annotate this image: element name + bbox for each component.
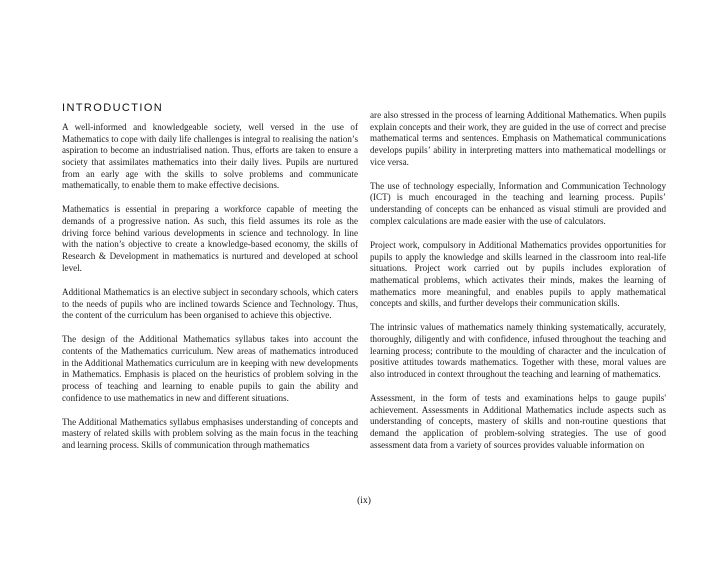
paragraph: Project work, compulsory in Additional Mathematics provides opportunities for pupils to apply the knowledge and skills learned in the classroom into real-life situations. Project work carried out by pupils includes exploration of mathematical problems, which activates their minds, makes the learning of mathematics more meaningful, and enables pupils to apply mathematical concepts and skills, and further develops their communication skills. [370, 239, 666, 309]
right-column [370, 110, 666, 464]
page-number: (ix) [357, 496, 371, 506]
left-column [62, 122, 358, 464]
paragraph: are also stressed in the process of learning Additional Mathematics. When pupils explain concepts and their work, they are guided in the use of correct and precise mathematical terms and sentences. Emphasis on Mathematical communications develops pupils’ ability in interpreting matters into mathematical modellings or vice versa. [370, 110, 666, 167]
paragraph: Mathematics is essential in preparing a workforce capable of meeting the demands of a progressive nation. As such, this field assumes its role as the driving force behind various developments in science and technology. In line with the nation’s objective to create a knowledge-based economy, the skills of Research & Development in mathematics is nurtured and developed at school level. [62, 204, 358, 273]
paragraph: The use of technology especially, Information and Communication Technology (ICT) is much encouraged in the teaching and learning process. Pupils’ understanding of concepts can be enhanced as visual stimuli are provided and complex calculations are made easier with the use of calculators. [370, 180, 666, 226]
paragraph: The intrinsic values of mathematics namely thinking systematically, accurately, thoroughly, diligently and with confidence, infused throughout the teaching and learning process; contribute to the moulding of character and the inculcation of positive attitudes towards mathematics. Together with these, moral values are also introduced in context throughout the teaching and learning of mathematics. [370, 322, 666, 379]
paragraph: Assessment, in the form of tests and examinations helps to gauge pupils' achievement. Assessments in Additional Mathematics include aspects such as understanding of concepts, mastery of skills and non-routine questions that demand the application of problem-solving strategies. The use of good assessment data from a variety of sources provides valuable information on [370, 393, 666, 450]
section-heading: INTRODUCTION [62, 102, 164, 114]
paragraph: A well-informed and knowledgeable society, well versed in the use of Mathematics to cope with daily life challenges is integral to realising the nation’s aspiration to become an industrialised nation. Thus, efforts are taken to ensure a society that assimilates mathematics into their daily lives. Pupils are nurtured from an early age with the skills to solve problems and communicate mathematically, to enable them to make effective decisions. [62, 122, 358, 191]
paragraph: The Additional Mathematics syllabus emphasises understanding of concepts and mastery of related skills with problem solving as the main focus in the teaching and learning process. Skills of communication through mathematics [62, 416, 358, 451]
paragraph: Additional Mathematics is an elective subject in secondary schools, which caters to the needs of pupils who are inclined towards Science and Technology. Thus, the content of the curriculum has been organised to achieve this objective. [62, 286, 358, 321]
paragraph: The design of the Additional Mathematics syllabus takes into account the contents of the Mathematics curriculum. New areas of mathematics introduced in the Additional Mathematics curriculum are in keeping with new developments in Mathematics. Emphasis is placed on the heuristics of problem solving in the process of teaching and learning to enable pupils to gain the ability and confidence to use mathematics in new and different situations. [62, 334, 358, 403]
